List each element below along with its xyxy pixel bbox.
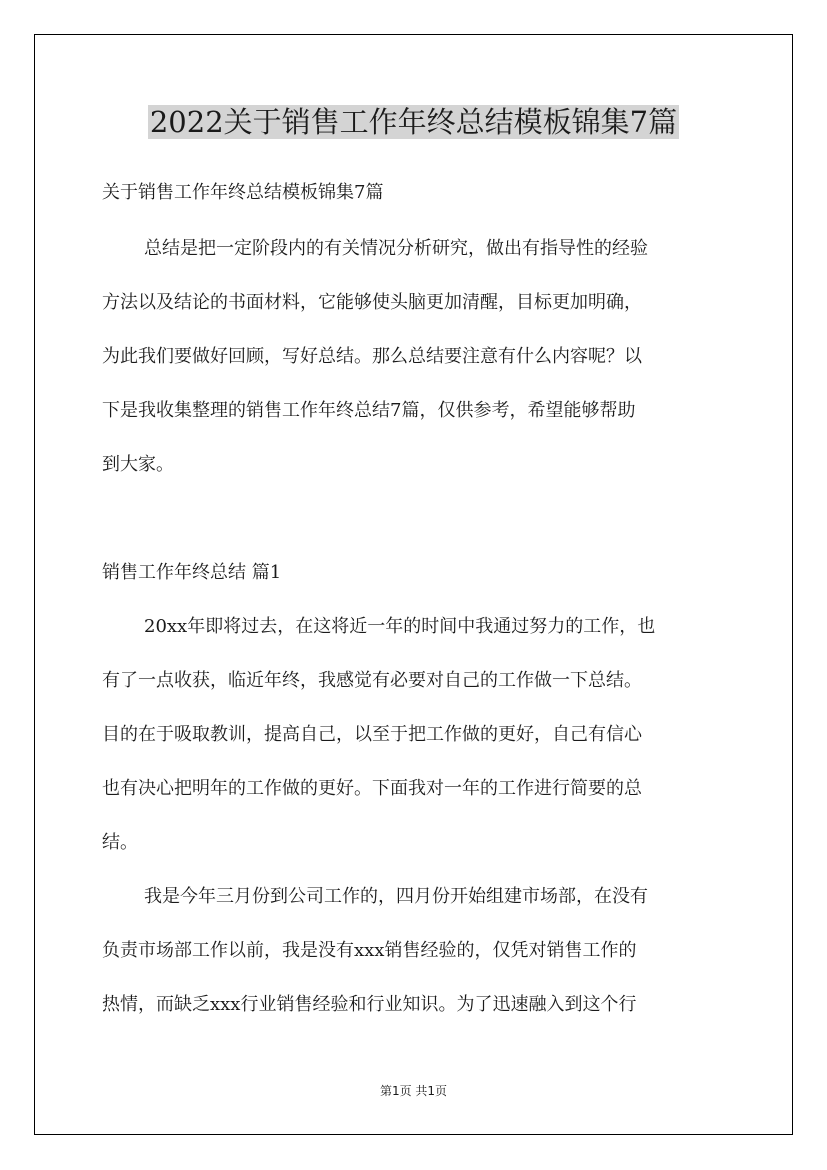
para1-line-1: 20xx年即将过去，在这将近一年的时间中我通过努力的工作，也 xyxy=(144,616,656,637)
para1-line-2: 有了一点收获，临近年终，我感觉有必要对自己的工作做一下总结。 xyxy=(102,670,642,691)
para2-line-2: 负责市场部工作以前，我是没有xxx销售经验的，仅凭对销售工作的 xyxy=(102,940,637,961)
document-title xyxy=(0,101,827,143)
para1-line-3: 目的在于吸取教训，提高自己，以至于把工作做的更好，自己有信心 xyxy=(102,724,642,745)
para1-line-4: 也有决心把明年的工作做的更好。下面我对一年的工作进行简要的总 xyxy=(102,778,642,799)
intro-line-3: 为此我们要做好回顾，写好总结。那么总结要注意有什么内容呢？以 xyxy=(102,346,642,367)
intro-line-5: 到大家。 xyxy=(102,454,174,475)
document-title-text: 2022关于销售工作年终总结模板锦集7篇 xyxy=(149,105,678,139)
para2-line-1: 我是今年三月份到公司工作的，四月份开始组建市场部，在没有 xyxy=(144,886,648,907)
intro-line-1: 总结是把一定阶段内的有关情况分析研究，做出有指导性的经验 xyxy=(144,238,648,259)
page-indicator: 第1页 共1页 xyxy=(379,1084,448,1098)
intro-line-4: 下是我收集整理的销售工作年终总结7篇，仅供参考，希望能够帮助 xyxy=(102,400,636,421)
section-heading: 销售工作年终总结 篇1 xyxy=(102,562,282,583)
para2-line-3: 热情，而缺乏xxx行业销售经验和行业知识。为了迅速融入到这个行 xyxy=(102,994,637,1015)
intro-line-2: 方法以及结论的书面材料，它能够使头脑更加清醒，目标更加明确， xyxy=(102,292,642,313)
para1-line-5: 结。 xyxy=(102,832,138,853)
document-subtitle: 关于销售工作年终总结模板锦集7篇 xyxy=(102,182,384,203)
